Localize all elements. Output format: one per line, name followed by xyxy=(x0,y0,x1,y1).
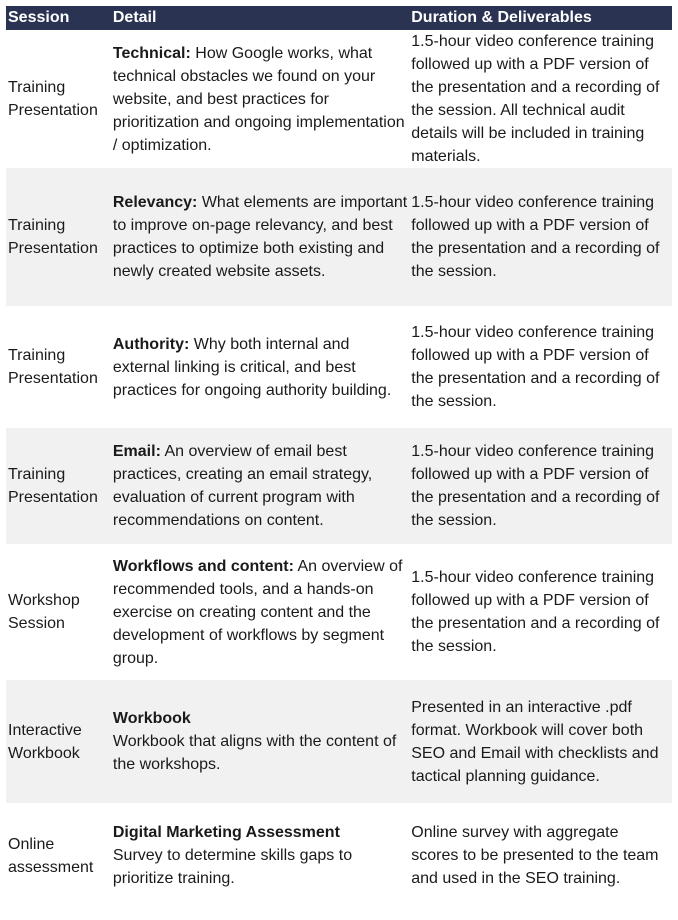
detail-text: How Google works, what technical obstacles we found on your website, and best practices for prioritization and ongoing implementation / optimization. xyxy=(112,44,405,154)
table-row xyxy=(6,168,672,306)
session-cell: Training Presentation xyxy=(8,217,98,257)
duration-cell: Presented in an interactive .pdf format. Workbook will cover both SEO and Email with checklists and tactical planning guidance. xyxy=(411,698,659,785)
detail-label: Technical: xyxy=(112,44,191,62)
detail-cell xyxy=(111,544,409,680)
detail-cell xyxy=(111,428,409,544)
session-cell: Workshop Session xyxy=(8,592,80,632)
detail-cell xyxy=(111,30,409,168)
header-detail: Detail xyxy=(111,6,409,30)
duration-cell: Online survey with aggregate scores to be presented to the team and used in the SEO training. xyxy=(411,824,659,887)
session-cell: Training Presentation xyxy=(8,347,98,387)
header-session: Session xyxy=(6,6,111,30)
table-row xyxy=(6,306,672,428)
table-row xyxy=(6,803,672,908)
duration-cell: 1.5-hour video conference training followed up with a PDF version of the presentation and a recording of the session. xyxy=(411,569,660,655)
detail-text: What elements are important to improve on-page relevancy, and best practices to optimize both existing and newly created website assets. xyxy=(112,194,408,280)
detail-label: Digital Marketing Assessment xyxy=(112,824,340,841)
duration-cell: 1.5-hour video conference training followed up with a PDF version of the presentation and a recording of the session. xyxy=(411,324,660,410)
detail-text: Workbook that aligns with the content of the workshops. xyxy=(112,733,397,773)
duration-cell: 1.5-hour video conference training followed up with a PDF version of the presentation and a recording of the session. All technical audit details will be included in training materials. xyxy=(411,33,660,165)
detail-text: An overview of recommended tools, and a hands-on exercise on creating content and the development of workflows by segment group. xyxy=(112,557,403,667)
detail-text: Survey to determine skills gaps to prioritize training. xyxy=(112,847,353,887)
detail-label: Authority: xyxy=(112,335,190,353)
detail-cell xyxy=(111,680,409,803)
detail-cell xyxy=(111,168,409,306)
detail-label: Workbook xyxy=(112,710,191,727)
table-row xyxy=(6,30,672,168)
table-row xyxy=(6,544,672,680)
detail-text: An overview of email best practices, creating an email strategy, evaluation of current program with recommendations on content. xyxy=(112,443,373,529)
training-schedule-table xyxy=(6,6,672,908)
session-cell: Training Presentation xyxy=(8,79,98,119)
detail-cell xyxy=(111,803,409,908)
session-cell: Online assessment xyxy=(8,835,94,876)
table-row xyxy=(6,680,672,803)
detail-label: Email: xyxy=(112,443,161,460)
table-row xyxy=(6,428,672,544)
detail-label: Workflows and content: xyxy=(112,557,294,575)
duration-cell: 1.5-hour video conference training followed up with a PDF version of the presentation and a recording of the session. xyxy=(411,194,660,280)
detail-text: Why both internal and external linking is critical, and best practices for ongoing authority building. xyxy=(112,335,392,399)
session-cell: Interactive Workbook xyxy=(8,721,82,762)
header-row xyxy=(6,6,672,30)
header-duration: Duration & Deliverables xyxy=(409,6,672,30)
detail-label: Relevancy: xyxy=(112,194,198,211)
session-cell: Training Presentation xyxy=(8,466,98,506)
duration-cell: 1.5-hour video conference training followed up with a PDF version of the presentation and a recording of the session. xyxy=(411,443,660,529)
detail-cell xyxy=(111,306,409,428)
